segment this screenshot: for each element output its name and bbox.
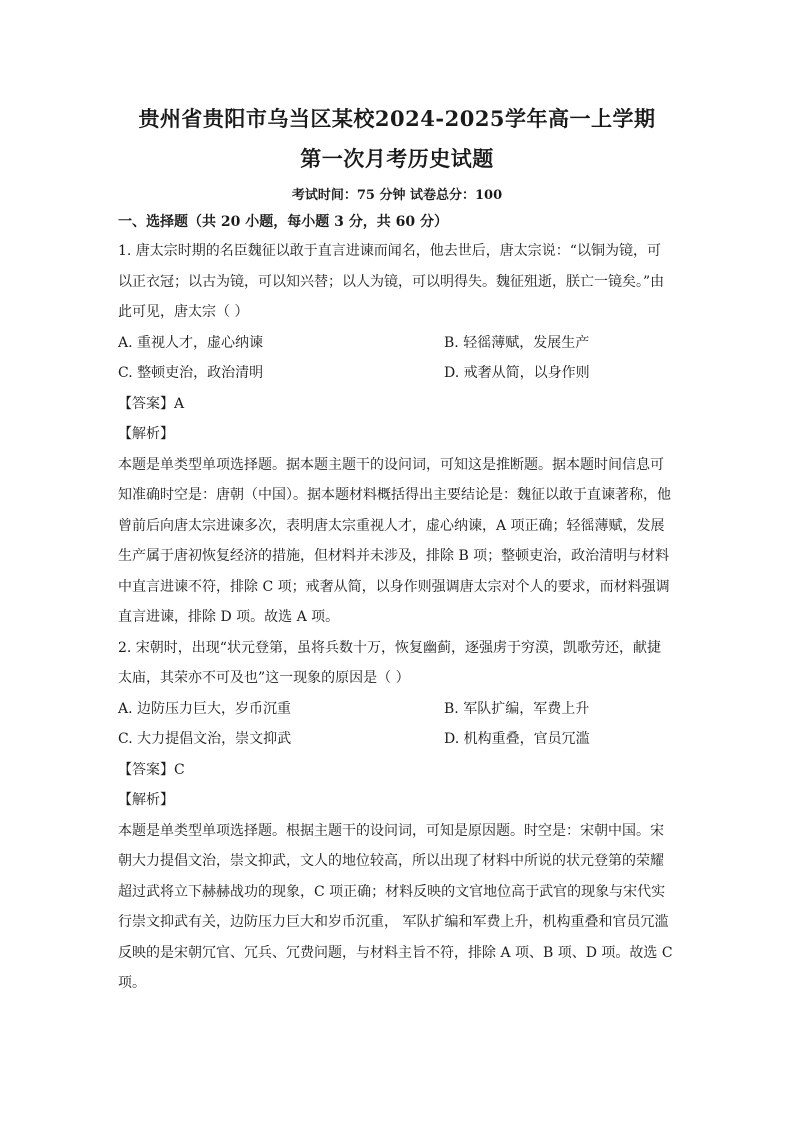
analysis-line: 本题是单类型单项选择题。根据主题干的设问词，可知是原因题。时空是：宋朝中国。宋 bbox=[118, 822, 664, 839]
options-row bbox=[118, 694, 676, 725]
option-c: C. 整顿吏治，政治清明 bbox=[118, 365, 264, 381]
analysis-line: 行崇文抑武有关，边防压力巨大和岁币沉重， 军队扩编和军费上升，机构重叠和官员冗滥 bbox=[118, 914, 669, 930]
option-d: D. 戒奢从简，以身作则 bbox=[444, 365, 590, 381]
question-stem-line: 1. 唐太宗时期的名臣魏征以敢于直言进谏而闻名，他去世后，唐太宗说：“以铜为镜，可 bbox=[118, 243, 661, 259]
section-heading: 一、选择题（共 20 小题，每小题 3 分，共 60 分） bbox=[118, 214, 448, 230]
options-row bbox=[118, 328, 676, 359]
question-2 bbox=[118, 633, 676, 999]
analysis-line: 朝大力提倡文治，崇文抑武，文人的地位较高，所以出现了材料中所说的状元登第的荣耀 bbox=[118, 853, 664, 869]
document-title-line1: 贵州省贵阳市乌当区某校2024-2025学年高一上学期 bbox=[138, 106, 656, 131]
option-c: C. 大力提倡文治，崇文抑武 bbox=[118, 731, 292, 747]
question-stem-line: 太庙，其荣亦不可及也”这一现象的原因是（ ） bbox=[118, 670, 410, 686]
question-1 bbox=[118, 236, 676, 633]
option-d: D. 机构重叠，官员冗滥 bbox=[444, 731, 590, 747]
question-stem-line: 以正衣冠；以古为镜，可以知兴替；以人为镜，可以明得失。魏征殂逝，朕亡一镜矣。”由 bbox=[118, 273, 665, 290]
question-stem-line: 2. 宋朝时，出现“状元登第，虽将兵数十万，恢复幽蓟，逐强虏于穷漠，凯歌劳还，献捷 bbox=[118, 639, 661, 656]
options-row bbox=[118, 724, 676, 755]
answer-label: 【答案】C bbox=[118, 761, 185, 778]
analysis-line: 中直言进谏不符，排除 C 项；戒奢从简，以身作则强调唐太宗对个人的要求，而材料强调 bbox=[118, 578, 670, 595]
analysis-line: 本题是单类型单项选择题。据本题主题干的设问词，可知这是推断题。据本题时间信息可 bbox=[118, 456, 664, 473]
analysis-line: 反映的是宋朝冗官、冗兵、冗费问题，与材料主旨不符，排除 A 项、B 项、D 项。故选 C bbox=[118, 944, 673, 961]
option-a: A. 边防压力巨大，岁币沉重 bbox=[118, 700, 292, 717]
exam-info: 考试时间：75 分钟 试卷总分：100 bbox=[291, 188, 503, 203]
analysis-line: 直言进谏，排除 D 项。故选 A 项。 bbox=[118, 609, 340, 625]
options-row bbox=[118, 358, 676, 389]
question-stem-line: 此可见，唐太宗（ ） bbox=[118, 304, 249, 320]
analysis-line: 生产属于唐初恢复经济的措施，但材料并未涉及，排除 B 项；整顿吏治，政治清明与材料 bbox=[118, 548, 670, 564]
analysis-label: 【解析】 bbox=[118, 426, 174, 442]
analysis-line: 曾前后向唐太宗进谏多次，表明唐太宗重视人才，虚心纳谏，A 项正确；轻徭薄赋，发展 bbox=[118, 517, 665, 534]
option-a: A. 重视人才，虚心纳谏 bbox=[118, 334, 264, 351]
option-b: B. 军队扩编，军费上升 bbox=[444, 700, 590, 717]
option-b: B. 轻徭薄赋，发展生产 bbox=[444, 334, 590, 351]
analysis-label: 【解析】 bbox=[118, 792, 174, 808]
document-title-line2: 第一次月考历史试题 bbox=[300, 146, 494, 171]
analysis-line: 项。 bbox=[118, 975, 146, 991]
analysis-line: 超过武将立下赫赫战功的现象，C 项正确；材料反映的文官地位高于武官的现象与宋代实 bbox=[118, 883, 666, 900]
document-page bbox=[118, 100, 676, 999]
answer-label: 【答案】A bbox=[118, 395, 185, 412]
analysis-line: 知准确时空是：唐朝（中国）。据本题材料概括得出主要结论是：魏征以敢于直谏著称，他 bbox=[118, 487, 671, 503]
